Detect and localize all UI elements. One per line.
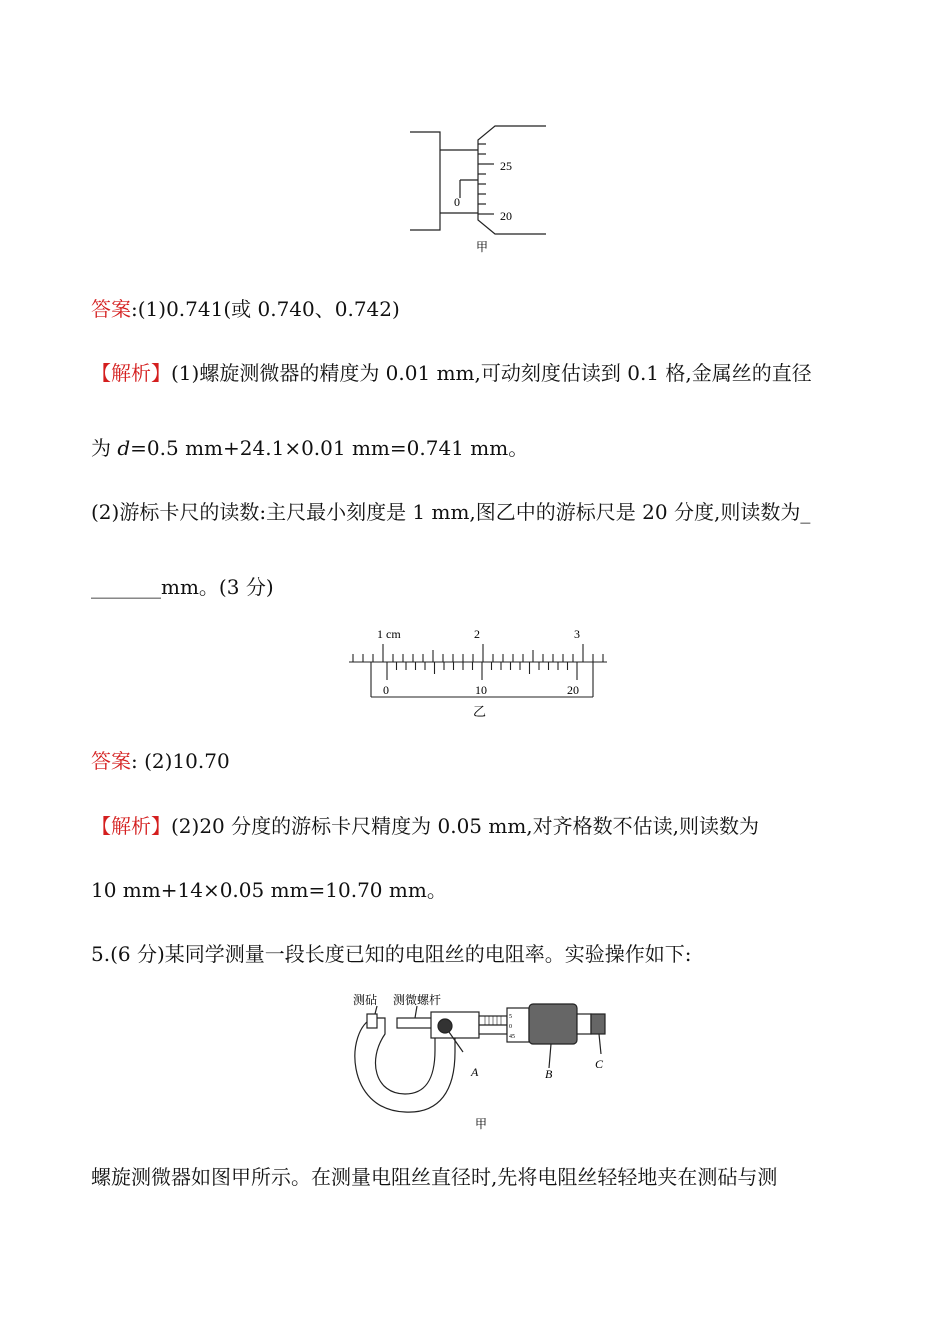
answer-2 [91, 748, 230, 774]
micrometer-reading-svg [400, 118, 560, 258]
vernier-caliper-figure [345, 622, 610, 722]
figure-caption: 甲 [476, 240, 489, 254]
label-a: A [471, 1065, 479, 1079]
analysis-text: (1)螺旋测微器的精度为 0.01 mm,可动刻度估读到 0.1 格,金属丝的直径 [171, 361, 812, 385]
question-2-line-1: (2)游标卡尺的读数:主尺最小刻度是 1 mm,图乙中的游标尺是 20 分度,则读数为_ [91, 500, 811, 524]
main-label-3: 3 [574, 627, 580, 641]
analysis-2-line-1 [91, 813, 759, 839]
label-spindle: 测微螺杆 [393, 993, 442, 1007]
analysis-label: 【解析】 [91, 814, 171, 838]
main-label-1cm: 1 cm [377, 627, 401, 641]
answer-text: : (2)10.70 [131, 749, 230, 773]
question-2-line-2: _______mm。(3 分) [91, 575, 274, 599]
analysis-1-line-2 [91, 435, 528, 461]
variable-d: d [117, 436, 131, 460]
vernier-label-10: 10 [475, 683, 487, 697]
analysis-formula: =0.5 mm+24.1×0.01 mm=0.741 mm。 [130, 436, 529, 460]
vernier-label-0: 0 [383, 683, 389, 697]
micrometer-device-svg [345, 990, 625, 1135]
answer-1 [91, 296, 400, 322]
analysis-label: 【解析】 [91, 361, 171, 385]
analysis-text: (2)20 分度的游标卡尺精度为 0.05 mm,对齐格数不估读,则读数为 [171, 814, 760, 838]
label-c: C [595, 1057, 604, 1071]
vernier-svg [345, 622, 610, 722]
label-b: B [545, 1067, 553, 1081]
micrometer-reading-figure [400, 118, 560, 258]
paragraph-last-line-1: 螺旋测微器如图甲所示。在测量电阻丝直径时,先将电阻丝轻轻地夹在测砧与测 [91, 1165, 778, 1189]
question-5-line-1: 5.(6 分)某同学测量一段长度已知的电阻丝的电阻率。实验操作如下: [91, 942, 692, 966]
answer-label: 答案 [91, 297, 131, 321]
micrometer-device-figure [345, 990, 625, 1135]
thimble-num-0: 0 [509, 1024, 512, 1030]
sleeve-label-0: 0 [454, 195, 460, 209]
main-label-2: 2 [474, 627, 480, 641]
figure-caption: 乙 [473, 704, 487, 719]
thimble-num-5: 5 [509, 1014, 512, 1020]
label-anvil: 测砧 [353, 993, 378, 1007]
figure-caption: 甲 [475, 1117, 488, 1131]
analysis-prefix: 为 [91, 436, 118, 460]
analysis-2-line-2: 10 mm+14×0.05 mm=10.70 mm。 [91, 878, 447, 902]
thimble-label-25: 25 [500, 159, 512, 173]
analysis-1-line-1 [91, 360, 812, 386]
vernier-label-20: 20 [567, 683, 579, 697]
answer-text: :(1)0.741(或 0.740、0.742) [131, 297, 400, 321]
answer-label: 答案 [91, 749, 131, 773]
thimble-label-20: 20 [500, 209, 512, 223]
thimble-num-45: 45 [509, 1034, 515, 1040]
